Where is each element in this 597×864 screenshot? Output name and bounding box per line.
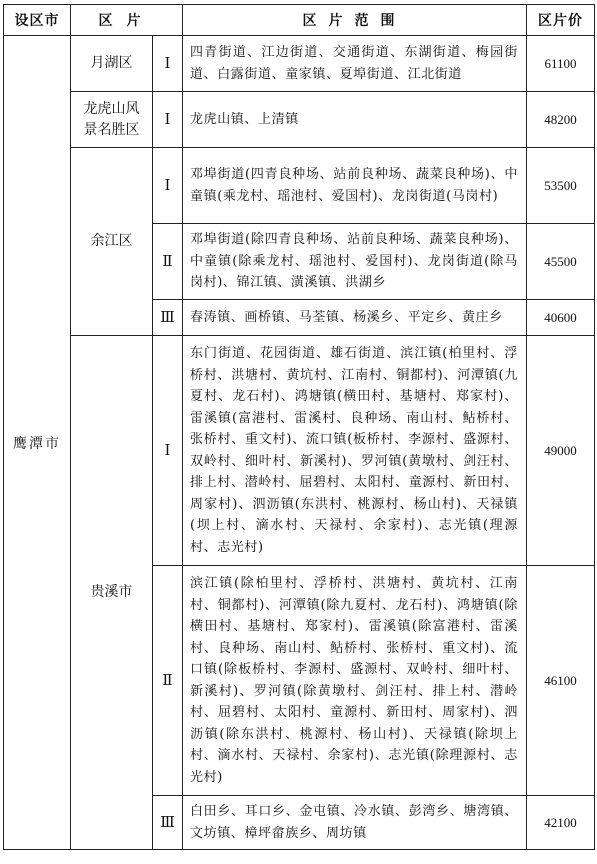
- zone-level: Ⅰ: [153, 36, 183, 92]
- header-city: 设区市: [4, 5, 71, 36]
- zone-price: 45500: [527, 224, 595, 300]
- zone-price: 48200: [527, 92, 595, 148]
- zone-scope: 邓埠街道(四青良种场、站前良种场、蔬菜良种场)、中童镇(乘龙村、瑶池村、爱国村)、龙岗街道(马岗村): [183, 148, 527, 224]
- zone-level: Ⅰ: [153, 148, 183, 224]
- zone-scope: 滨江镇(除柏里村、浮桥村、洪塘村、黄坑村、江南村、铜都村)、河潭镇(除九夏村、龙石村)、鸿塘镇(除横田村、基塘村、郑家村)、雷溪镇(除富港村、雷溪村、良种场、南山村、鲇桥村、张桥村、重文村)、流口镇(除板桥村、李源村、盛源村、双岭村、细叶村、新溪村)、罗河镇(除黄墩村、剑汪村、排上村、潜岭村、屈碧村、太阳村、童源村、新田村、周家村)、泗沥镇(除东洪村、桃源村、杨山村)、天禄镇(除坝上村、滴水村、天禄村、余家村)、志光镇(除理源村、志光村): [183, 566, 527, 796]
- zone-level: Ⅱ: [153, 566, 183, 796]
- zone-level: Ⅱ: [153, 224, 183, 300]
- city-name: 鹰潭市: [4, 36, 71, 850]
- header-price: 区片价: [527, 5, 595, 36]
- zone-scope: 东门街道、花园街道、雄石街道、滨江镇(柏里村、浮桥村、洪塘村、黄坑村、江南村、铜都村)、河潭镇(九夏村、龙石村)、鸿塘镇(横田村、基塘村、郑家村)、雷溪镇(富港村、雷溪村、良种场、南山村、鲇桥村、张桥村、重文村)、流口镇(板桥村、李源村、盛源村、双岭村、细叶村、新溪村)、罗河镇(黄墩村、剑汪村、排上村、潜岭村、屈碧村、太阳村、童源村、新田村、周家村)、泗沥镇(东洪村、桃源村、杨山村)、天禄镇(坝上村、滴水村、天禄村、余家村)、志光镇(理源村、志光村): [183, 336, 527, 566]
- zone-scope: 白田乡、耳口乡、金屯镇、冷水镇、彭湾乡、塘湾镇、文坊镇、樟坪畲族乡、周坊镇: [183, 796, 527, 850]
- zone-price: 40600: [527, 300, 595, 336]
- zone-level: Ⅰ: [153, 336, 183, 566]
- zone-level: Ⅰ: [153, 92, 183, 148]
- district-name: 余江区: [71, 148, 153, 336]
- zone-price: 53500: [527, 148, 595, 224]
- zone-scope: 龙虎山镇、上清镇: [183, 92, 527, 148]
- header-zone: 区片: [71, 5, 183, 36]
- header-scope: 区片范围: [183, 5, 527, 36]
- land-price-table: [3, 4, 595, 850]
- zone-scope: 四青街道、江边街道、交通街道、东湖街道、梅园街道、白露街道、童家镇、夏埠街道、江北街道: [183, 36, 527, 92]
- zone-level: Ⅲ: [153, 300, 183, 336]
- district-name: [71, 92, 153, 148]
- zone-scope: 邓埠街道(除四青良种场、站前良种场、蔬菜良种场)、中童镇(除乘龙村、瑶池村、爱国村)、龙岗街道(除马岗村)、锦江镇、潢溪镇、洪湖乡: [183, 224, 527, 300]
- zone-price: 42100: [527, 796, 595, 850]
- zone-level: Ⅲ: [153, 796, 183, 850]
- zone-price: 49000: [527, 336, 595, 566]
- table-row: [4, 336, 595, 566]
- header-row: [4, 5, 595, 36]
- table-row: [4, 148, 595, 224]
- district-name-text: 龙虎山风景名胜区: [83, 100, 140, 138]
- zone-scope: 春涛镇、画桥镇、马荃镇、杨溪乡、平定乡、黄庄乡: [183, 300, 527, 336]
- zone-price: 61100: [527, 36, 595, 92]
- table-row: [4, 92, 595, 148]
- zone-price: 46100: [527, 566, 595, 796]
- district-name: 月湖区: [71, 36, 153, 92]
- table-row: [4, 36, 595, 92]
- district-name: 贵溪市: [71, 336, 153, 850]
